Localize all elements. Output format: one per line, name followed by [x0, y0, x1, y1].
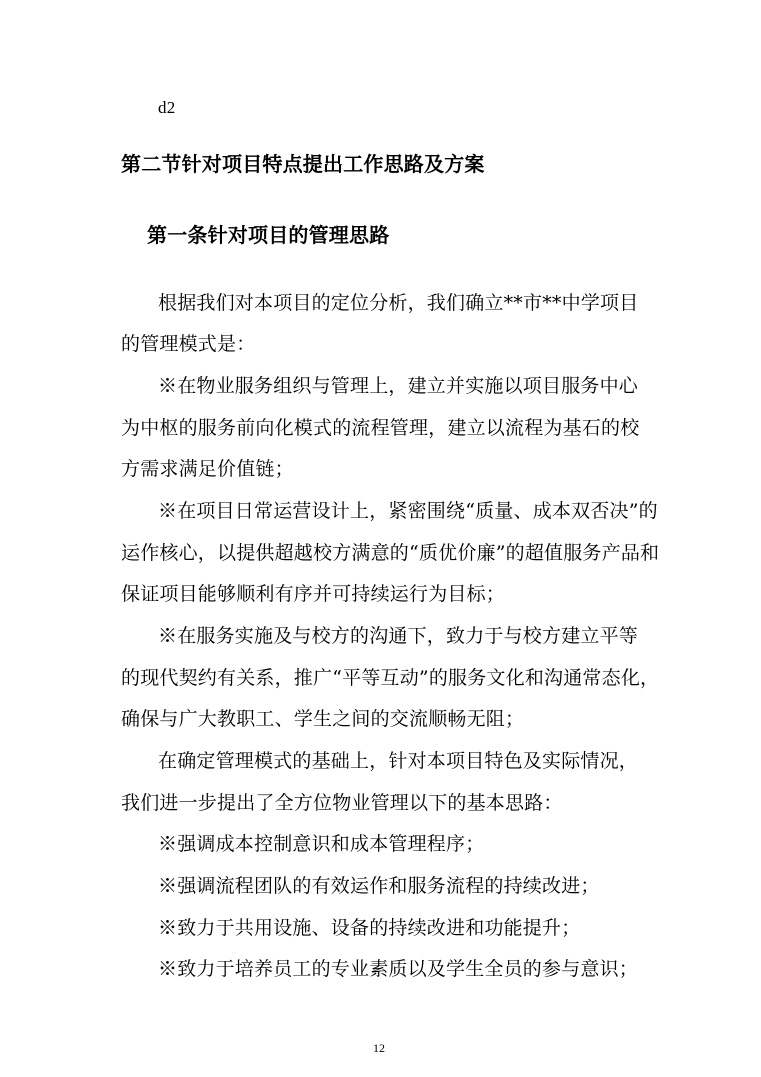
doc-marker: d2 [158, 98, 176, 117]
paragraph-line: 我们进一步提出了全方位物业管理以下的基本思路： [121, 792, 563, 814]
paragraph-line: 方需求满足价值链； [121, 458, 294, 480]
bullet-line: ※致力于培养员工的专业素质以及学生全员的参与意识； [158, 958, 639, 980]
bullet-line: ※致力于共用设施、设备的持续改进和功能提升； [158, 917, 581, 939]
paragraph-line: 的现代契约有关系，推广“平等互动”的服务文化和沟通常态化， [121, 667, 660, 689]
paragraph-line: 的管理模式是： [121, 333, 256, 355]
article-title: 第一条针对项目的管理思路 [147, 223, 390, 247]
paragraph-line: 确保与广大教职工、学生之间的交流顺畅无阻； [121, 708, 525, 730]
bullet-line: ※在服务实施及与校方的沟通下，致力于与校方建立平等 [158, 625, 639, 647]
paragraph-line: 运作核心，以提供超越校方满意的“质优价廉”的超值服务产品和 [121, 542, 660, 564]
page-number: 12 [373, 1041, 385, 1055]
paragraph-line: 为中枢的服务前向化模式的流程管理，建立以流程为基石的校 [121, 417, 640, 439]
bullet-line: ※强调成本控制意识和成本管理程序； [158, 833, 485, 855]
paragraph-line: 保证项目能够顺利有序并可持续运行为目标； [121, 583, 506, 605]
section-title: 第二节针对项目特点提出工作思路及方案 [121, 152, 485, 176]
bullet-line: ※在项目日常运营设计上，紧密围绕“质量、成本双否决”的 [158, 500, 658, 522]
paragraph-line: 在确定管理模式的基础上，针对本项目特色及实际情况， [158, 750, 639, 772]
paragraph-line: 根据我们对本项目的定位分析，我们确立**市**中学项目 [158, 292, 639, 314]
bullet-line: ※强调流程团队的有效运作和服务流程的持续改进； [158, 875, 600, 897]
bullet-line: ※在物业服务组织与管理上，建立并实施以项目服务中心 [158, 375, 639, 397]
